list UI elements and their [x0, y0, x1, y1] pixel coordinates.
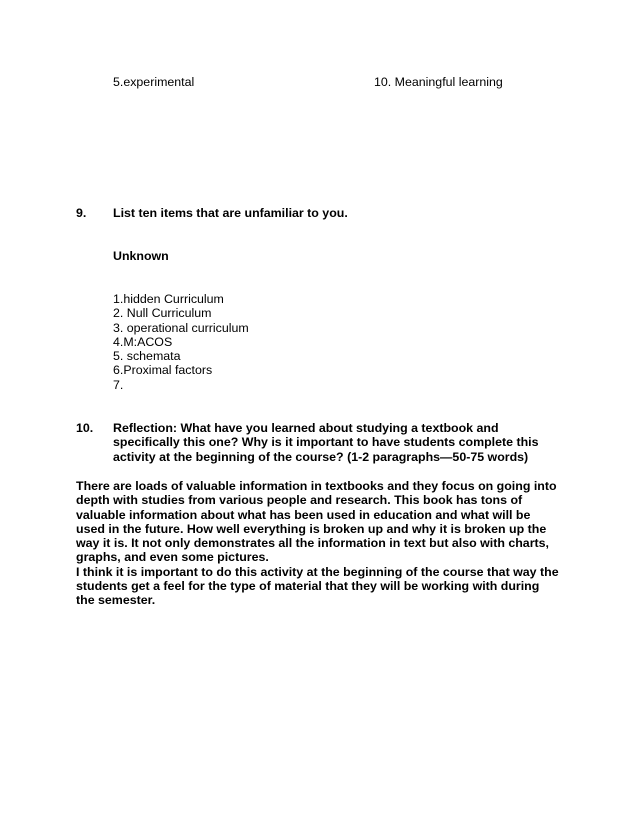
answer-line: graphs, and even some pictures.: [76, 550, 269, 565]
list-item-meaningful-learning: 10. Meaningful learning: [374, 75, 503, 89]
unknown-heading: Unknown: [113, 249, 169, 263]
list-item-experimental: 5.experimental: [113, 75, 195, 89]
reflection-answer: [76, 479, 559, 608]
unknown-list-item: 1.hidden Curriculum: [113, 292, 224, 306]
answer-line: used in the future. How well everything is broken up and why it is broken up the: [76, 521, 547, 536]
answer-line: I think it is important to do this activity at the beginning of the course that way the: [76, 564, 559, 579]
answer-line: valuable information about what has been used in education and what will be: [76, 507, 531, 522]
unknown-list-item: 2. Null Curriculum: [113, 306, 212, 321]
unknown-list-item: 5. schemata: [113, 349, 181, 364]
question-9-number: 9.: [76, 206, 87, 220]
answer-line: way it is. It not only demonstrates all the information in text but also with charts,: [76, 536, 549, 551]
question-10-prompt-line: specifically this one? Why is it important to have students complete this: [113, 435, 539, 450]
unknown-list-item: 3. operational curriculum: [113, 320, 249, 335]
unknown-list-item: 7.: [113, 377, 124, 392]
question-10-prompt-line: activity at the beginning of the course? (1-2 paragraphs—50-75 words): [113, 449, 529, 464]
question-10-number: 10.: [76, 421, 94, 435]
unknown-list-item: 4.M:ACOS: [113, 334, 173, 349]
unknown-list-item: 6.Proximal factors: [113, 363, 213, 378]
answer-line: depth with studies from various people and research. This book has tons of: [76, 493, 523, 508]
unknown-list: [113, 292, 249, 392]
answer-line: There are loads of valuable information in textbooks and they focus on going into: [76, 479, 557, 493]
answer-line: students get a feel for the type of material that they will be working with during: [76, 579, 540, 594]
question-10-prompt: [113, 421, 539, 464]
answer-line: the semester.: [76, 593, 156, 608]
question-10-prompt-line: Reflection: What have you learned about studying a textbook and: [113, 421, 499, 435]
question-9-prompt: List ten items that are unfamiliar to you.: [113, 206, 348, 220]
